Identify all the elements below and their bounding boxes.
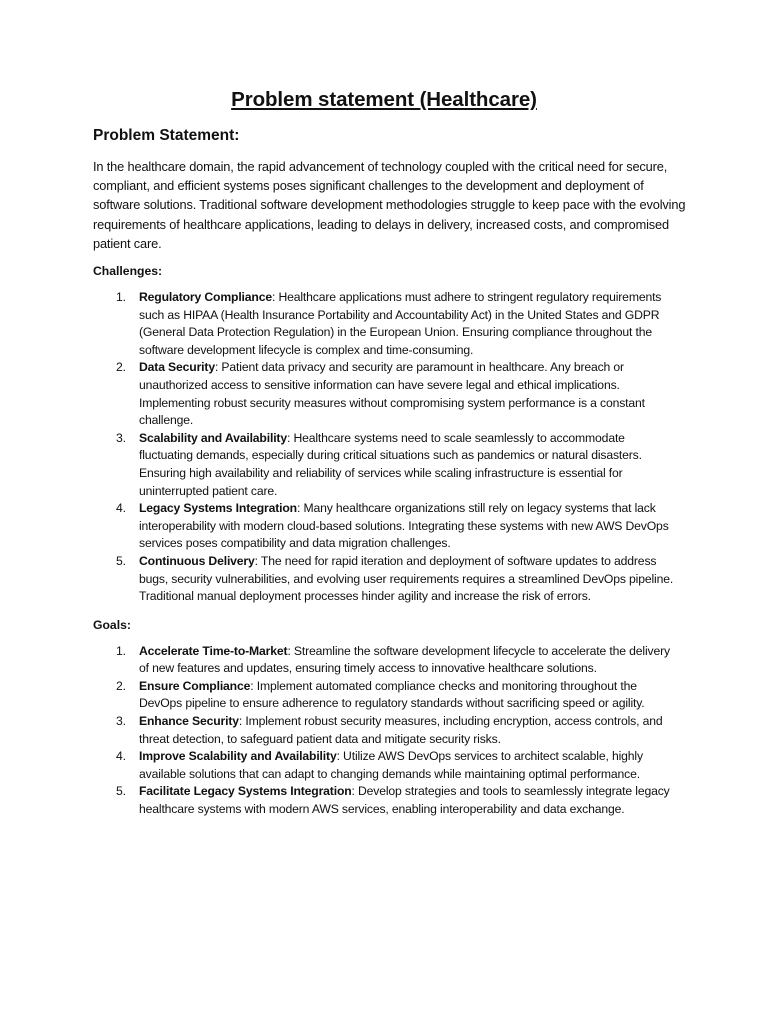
item-number: 4. — [116, 749, 126, 764]
item-term: Continuous Delivery — [139, 553, 255, 568]
item-term: Accelerate Time-to-Market — [139, 643, 288, 658]
item-text: : Implement automated compliance checks and monitoring throughout the DevOps pipeline to ensure adherence to regulatory standards without sacrificing speed or agility. — [139, 678, 645, 711]
item-number: 1. — [116, 290, 126, 305]
item-text: : Implement robust security measures, including encryption, access controls, and threat detection, to safeguard patient data and mitigate security risks. — [139, 714, 663, 746]
challenges-list — [93, 289, 693, 606]
item-text: : Streamline the software development lifecycle to accelerate the delivery of new features and updates, ensuring timely access to innovative healthcare solutions. — [139, 643, 670, 676]
list-item — [93, 643, 679, 678]
list-item — [93, 500, 679, 553]
item-text: : Develop strategies and tools to seamlessly integrate legacy healthcare systems with modern AWS services, enabling interoperability and data exchange. — [139, 784, 670, 817]
item-text: : Many healthcare organizations still rely on legacy systems that lack interoperability with modern cloud-based solutions. Integrating these systems with new AWS DevOps services poses compatibility and data migration challenges. — [139, 501, 669, 551]
intro-paragraph: In the healthcare domain, the rapid advancement of technology coupled with the critical need for secure, compliant, and efficient systems poses significant challenges to the development and deployment of software solutions. Traditional software development methodologies struggle to keep pace with the evolving requirements of healthcare applications, leading to delays in delivery, increased costs, and compromised patient care. — [93, 159, 686, 251]
list-item — [93, 553, 679, 606]
goals-label: Goals: — [93, 617, 131, 632]
item-text: : Healthcare systems need to scale seamlessly to accommodate fluctuating demands, especially during critical situations such as pandemics or natural disasters. Ensuring high availability and reliability of services while scaling infrastructure is essential for uninterrupted patient care. — [139, 430, 642, 498]
item-term: Enhance Security — [139, 714, 239, 729]
list-item — [93, 430, 679, 500]
list-item — [93, 783, 679, 818]
item-term: Facilitate Legacy Systems Integration — [139, 784, 352, 799]
item-term: Legacy Systems Integration — [139, 501, 297, 516]
goals-list — [93, 643, 693, 819]
list-item — [93, 359, 679, 429]
problem-statement-heading: Problem Statement: — [93, 127, 240, 144]
item-number: 1. — [116, 643, 126, 658]
item-number: 2. — [116, 360, 126, 375]
item-number: 3. — [116, 430, 126, 445]
page-title: Problem statement (Healthcare) — [231, 88, 537, 111]
item-number: 5. — [116, 553, 126, 568]
list-item — [93, 289, 679, 359]
item-text: : Healthcare applications must adhere to stringent regulatory requirements such as HIPAA (Health Insurance Portability and Accountability Act) in the United States and GDPR (General Data Protection Regulation) in the European Union. Ensuring compliance throughout the software development lifecycle is complex and time-consuming. — [139, 290, 662, 357]
item-text: : The need for rapid iteration and deployment of software updates to address bugs, security vulnerabilities, and evolving user requirements requires a streamlined DevOps pipeline. Traditional manual deployment processes hinder agility and increase the risk of errors. — [139, 553, 674, 604]
list-item — [93, 678, 679, 713]
item-text: : Patient data privacy and security are paramount in healthcare. Any breach or unauthorized access to sensitive information can have severe legal and ethical implications. Implementing robust security measures without compromising system performance is a constant challenge. — [139, 360, 645, 428]
item-number: 2. — [116, 678, 126, 693]
list-item — [93, 713, 679, 748]
item-term: Scalability and Availability — [139, 430, 287, 445]
item-term: Ensure Compliance — [139, 678, 251, 693]
item-text: : Utilize AWS DevOps services to architect scalable, highly available solutions that can adapt to changing demands while maintaining optimal performance. — [139, 749, 643, 781]
item-number: 5. — [116, 784, 126, 799]
document-body — [93, 127, 693, 831]
item-number: 4. — [116, 501, 126, 516]
challenges-label: Challenges: — [93, 264, 163, 279]
item-number: 3. — [116, 714, 126, 729]
item-term: Improve Scalability and Availability — [139, 749, 337, 764]
item-term: Data Security — [139, 360, 215, 375]
list-item — [93, 748, 679, 783]
item-term: Regulatory Compliance — [139, 290, 272, 305]
